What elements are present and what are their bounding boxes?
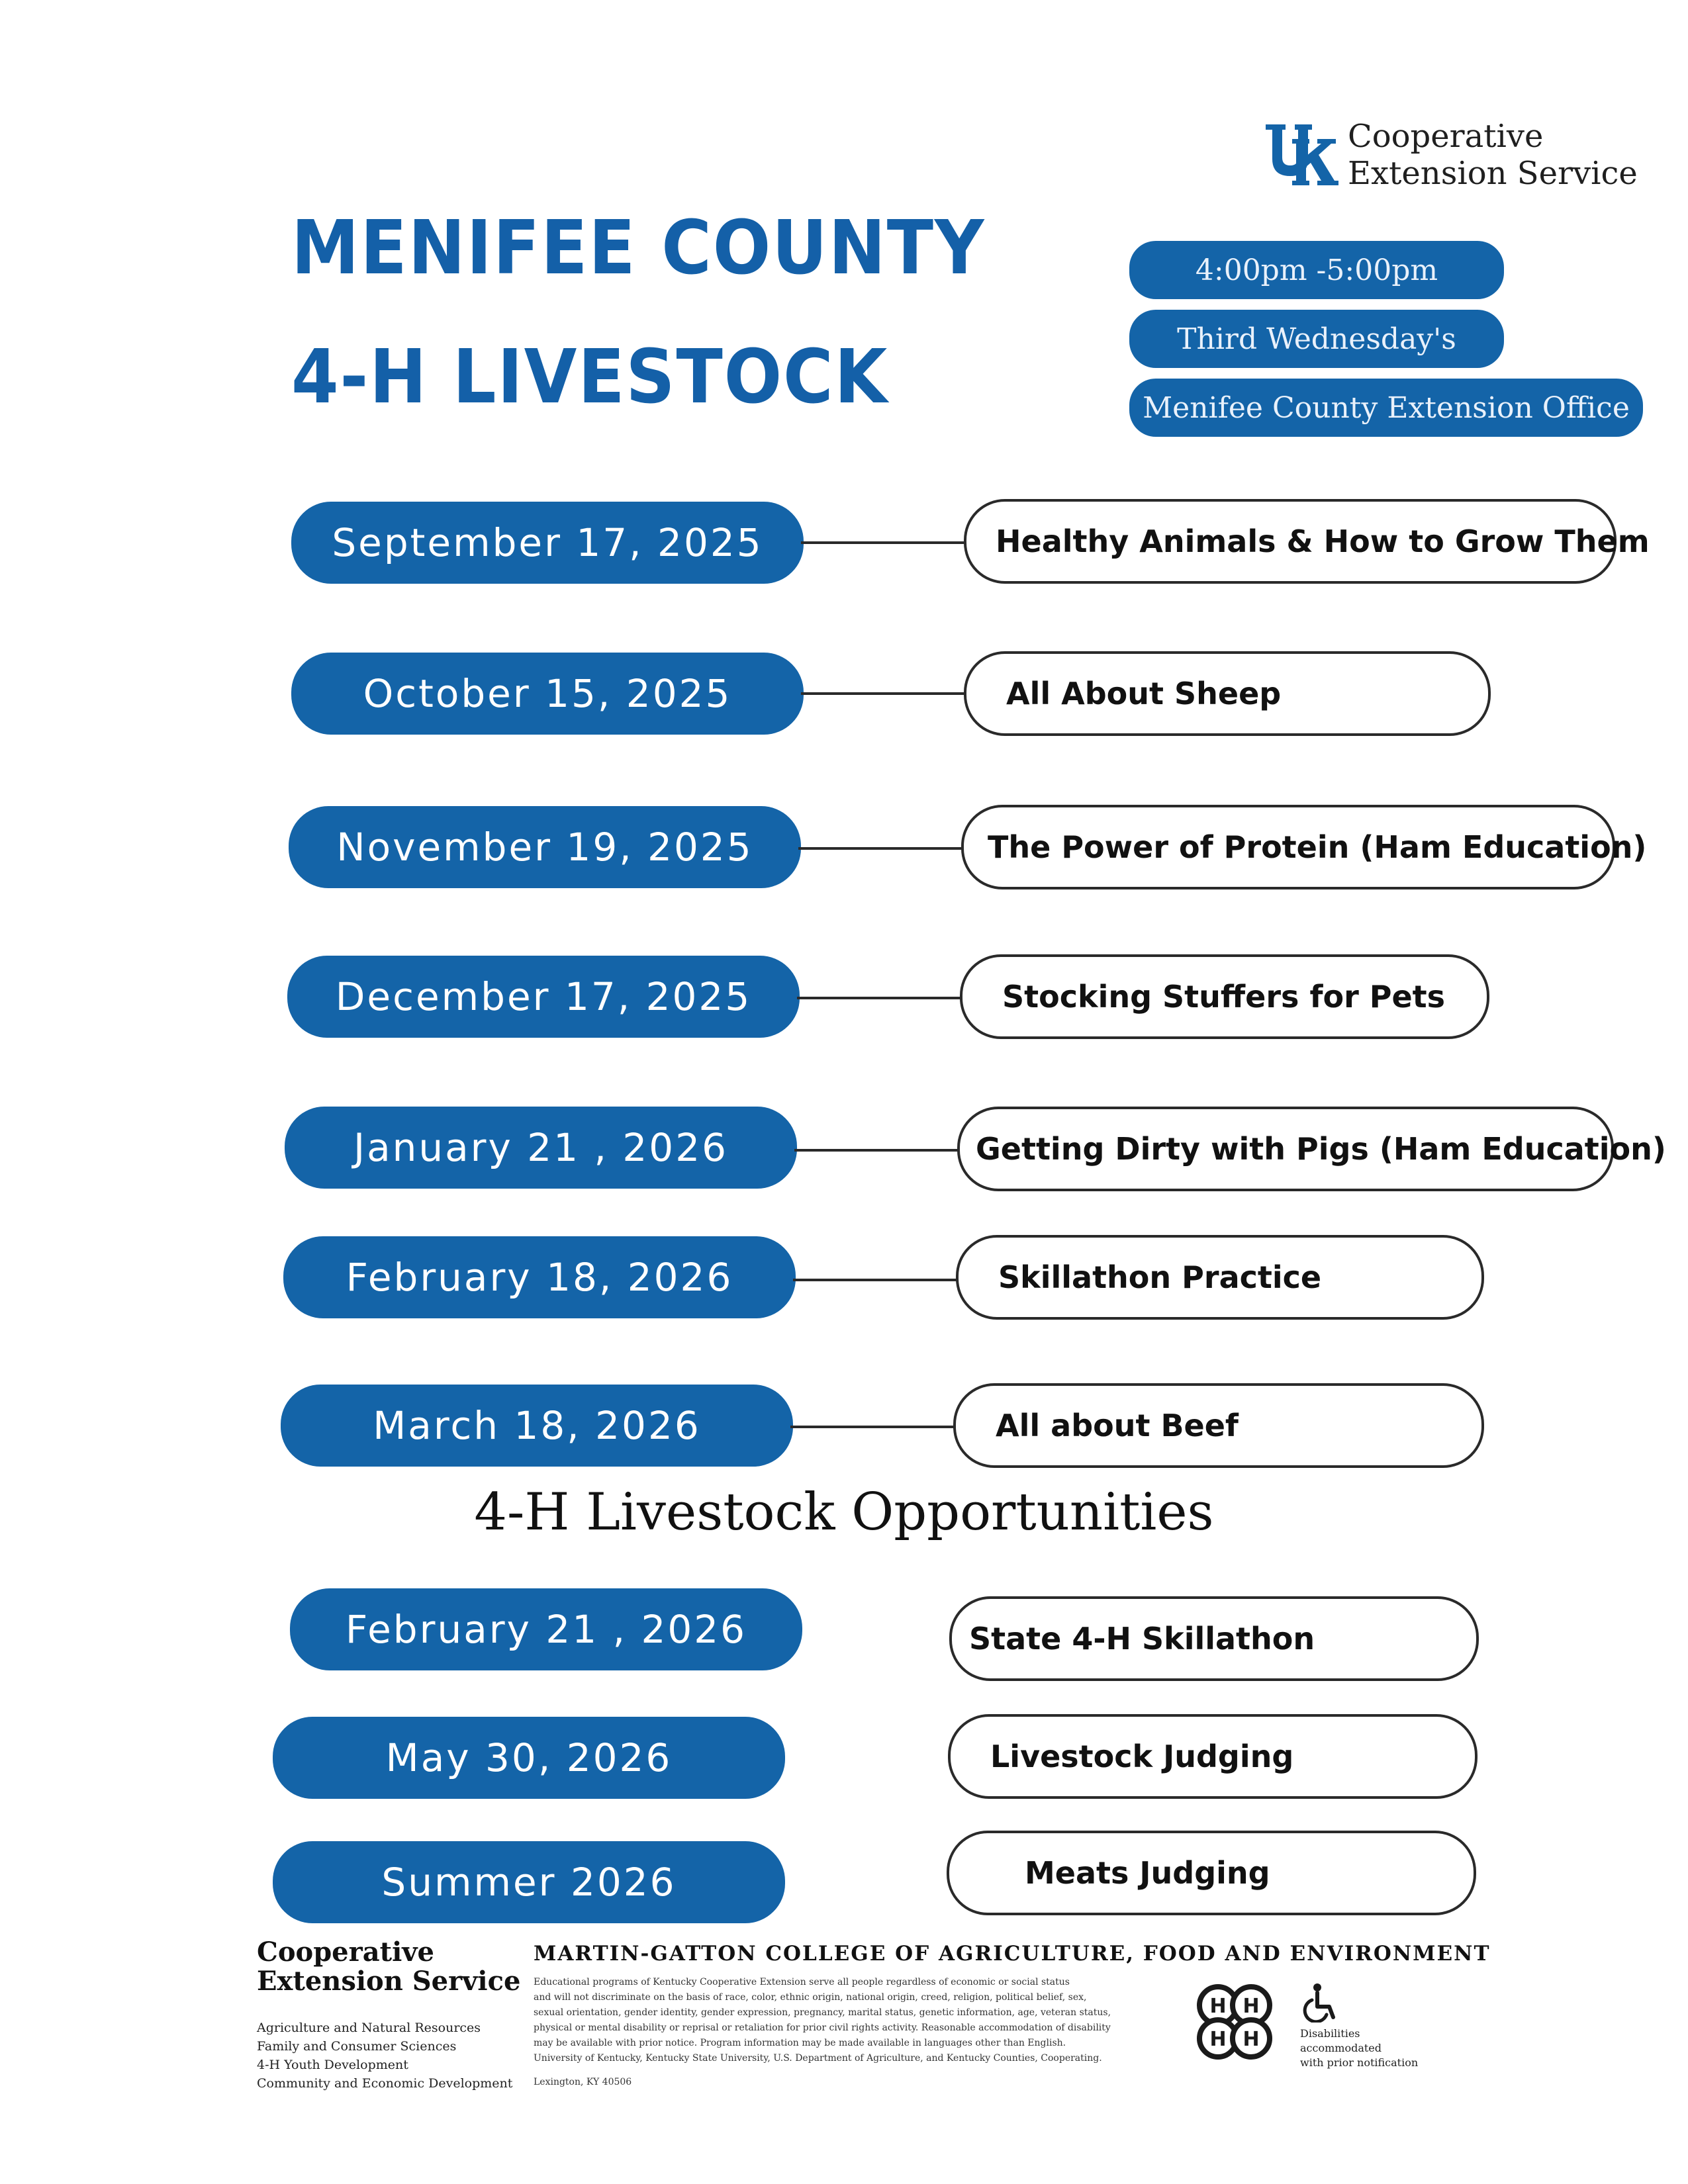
- legal-statement: [534, 1975, 1182, 2066]
- header-brand-line1: Cooperative: [1348, 118, 1544, 155]
- schedule-date: January 21 , 2026: [285, 1107, 797, 1189]
- svg-text:H: H: [1243, 1995, 1260, 2018]
- college-name: MARTIN-GATTON COLLEGE OF AGRICULTURE, FOOD AND ENVIRONMENT: [534, 1942, 1491, 1966]
- uk-logo-icon: [1266, 124, 1338, 185]
- opportunities-heading: 4-H Livestock Opportunities: [474, 1482, 1214, 1542]
- footer-brand-line2: Extension Service: [257, 1966, 521, 1997]
- opportunity-topic: Livestock Judging: [948, 1714, 1477, 1799]
- location-badge: Menifee County Extension Office: [1129, 379, 1643, 437]
- connector-line: [801, 541, 966, 544]
- page-title-line2: 4-H LIVESTOCK: [291, 334, 889, 420]
- connector-line: [798, 847, 964, 850]
- page-title-line1: MENIFEE COUNTY: [291, 205, 986, 291]
- opportunity-topic: State 4-H Skillathon: [949, 1596, 1479, 1681]
- schedule-topic: All about Beef: [953, 1383, 1484, 1468]
- accessibility-note: [1300, 2026, 1418, 2070]
- footer-programs: [257, 2019, 512, 2093]
- connector-line: [797, 997, 962, 999]
- schedule-date: November 19, 2025: [289, 806, 801, 888]
- footer-brand-line1: Cooperative: [257, 1936, 434, 1968]
- svg-text:H: H: [1209, 2028, 1227, 2051]
- schedule-date: December 17, 2025: [287, 956, 800, 1038]
- program-item: Community and Economic Development: [257, 2076, 513, 2091]
- program-item: 4-H Youth Development: [257, 2058, 408, 2072]
- wheelchair-icon: [1300, 1983, 1340, 2023]
- legal-address: Lexington, KY 40506: [534, 2077, 632, 2087]
- 4h-clover-icon: [1192, 1979, 1278, 2065]
- program-item: Agriculture and Natural Resources: [257, 2021, 481, 2035]
- legal-line: sexual orientation, gender identity, gender expression, pregnancy, marital status, genetic information, age, veteran status,: [534, 2007, 1111, 2018]
- connector-line: [793, 1279, 959, 1281]
- header-brand: [1348, 118, 1638, 192]
- schedule-date: March 18, 2026: [281, 1385, 793, 1467]
- accessibility-line: Disabilities: [1300, 2027, 1360, 2040]
- legal-line: and will not discriminate on the basis of race, color, ethnic origin, national origin, creed, religion, political belief, sex,: [534, 1992, 1087, 2003]
- opportunity-date: May 30, 2026: [273, 1717, 785, 1799]
- schedule-topic: The Power of Protein (Ham Education): [961, 805, 1615, 889]
- accessibility-line: accommodated: [1300, 2042, 1382, 2054]
- connector-line: [790, 1426, 956, 1428]
- connector-line: [801, 692, 966, 695]
- program-item: Family and Consumer Sciences: [257, 2039, 457, 2054]
- opportunity-topic: Meats Judging: [947, 1831, 1476, 1915]
- schedule-topic: Getting Dirty with Pigs (Ham Education): [957, 1107, 1614, 1191]
- schedule-topic: Skillathon Practice: [956, 1235, 1484, 1320]
- svg-text:H: H: [1209, 1995, 1227, 2018]
- schedule-topic: Healthy Animals & How to Grow Them: [964, 499, 1617, 584]
- legal-line: may be available with prior notice. Program information may be made available in languages other than English.: [534, 2038, 1066, 2048]
- schedule-date: October 15, 2025: [291, 653, 804, 735]
- legal-line: Educational programs of Kentucky Cooperative Extension serve all people regardless of economic or social status: [534, 1977, 1070, 1987]
- footer-brand: [257, 1938, 520, 1996]
- schedule-date: September 17, 2025: [291, 502, 804, 584]
- time-badge: 4:00pm -5:00pm: [1129, 241, 1504, 299]
- schedule-topic: Stocking Stuffers for Pets: [960, 954, 1489, 1039]
- legal-line: University of Kentucky, Kentucky State University, U.S. Department of Agriculture, and Kentucky Counties, Cooperating.: [534, 2053, 1102, 2064]
- opportunity-date: Summer 2026: [273, 1841, 785, 1923]
- header-brand-line2: Extension Service: [1348, 155, 1638, 192]
- svg-text:H: H: [1243, 2028, 1260, 2051]
- opportunity-date: February 21 , 2026: [290, 1588, 802, 1670]
- schedule-date: February 18, 2026: [283, 1236, 796, 1318]
- connector-line: [794, 1149, 960, 1152]
- schedule-topic: All About Sheep: [964, 651, 1491, 736]
- accessibility-line: with prior notification: [1300, 2056, 1419, 2069]
- day-badge: Third Wednesday's: [1129, 310, 1504, 368]
- legal-line: physical or mental disability or reprisal or retaliation for prior civil rights activity. Reasonable accommodation of disability: [534, 2023, 1111, 2033]
